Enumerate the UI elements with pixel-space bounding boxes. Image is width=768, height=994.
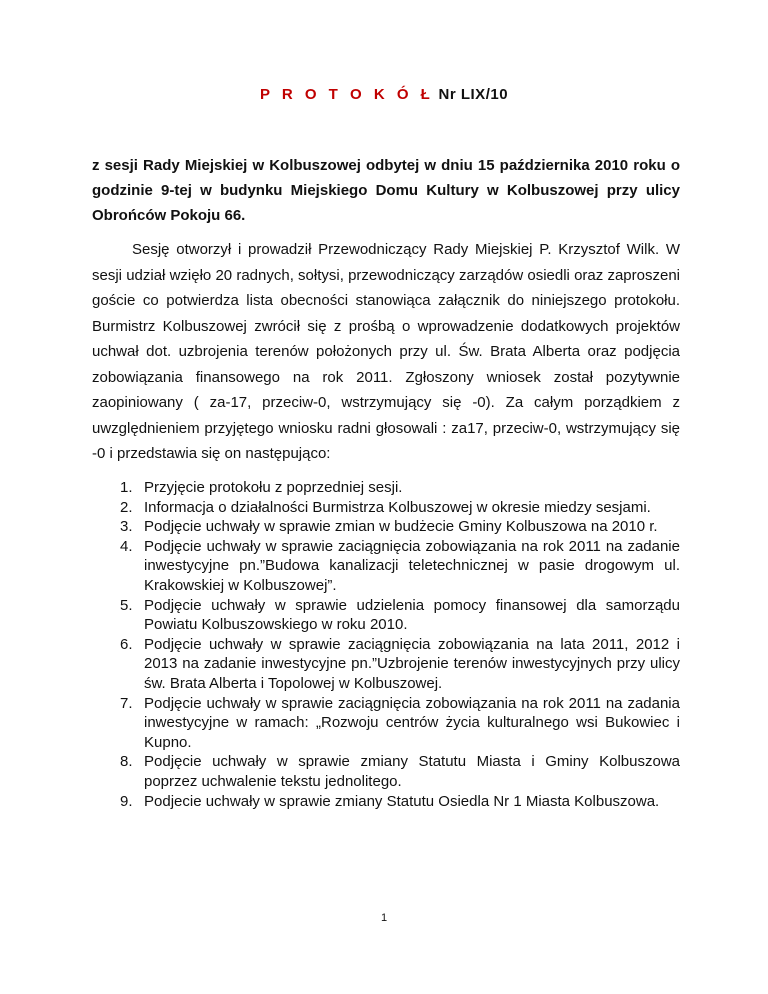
agenda-item-number: 3. — [120, 518, 133, 536]
agenda-item-number: 9. — [120, 792, 133, 810]
agenda-item-number: 7. — [120, 694, 133, 712]
agenda-item — [92, 694, 680, 753]
agenda-item — [92, 752, 680, 791]
agenda-item-number: 5. — [120, 596, 133, 614]
agenda-item-number: 4. — [120, 537, 133, 555]
agenda-item-number: 6. — [120, 635, 133, 653]
agenda-item-number: 2. — [120, 498, 133, 516]
agenda-item-text: Podjęcie uchwały w sprawie zaciągnięcia zobowiązania na lata 2011, 2012 i 2013 na zadanie inwestycyjne pn.”Uzbrojenie terenów inwestycyjnych przy ulicy św. Brata Alberta i Topolowej w Kolbuszowej. — [144, 635, 680, 692]
agenda-item-text: Podjęcie uchwały w sprawie udzielenia pomocy finansowej dla samorządu Powiatu Kolbuszowskiego w roku 2010. — [144, 596, 680, 634]
agenda-item — [92, 537, 680, 596]
agenda-item — [92, 596, 680, 635]
agenda-item-text: Podjecie uchwały w sprawie zmiany Statutu Osiedla Nr 1 Miasta Kolbuszowa. — [144, 792, 660, 810]
agenda-item — [92, 792, 680, 812]
agenda-item-text: Podjęcie uchwały w sprawie zaciągnięcia zobowiązania na rok 2011 na zadanie inwestycyjne pn.”Budowa kanalizacji teletechnicznej w pasie drogowym ul. Krakowskiej w Kolbuszowej”. — [144, 537, 680, 594]
agenda-item-text: Podjęcie uchwały w sprawie zmian w budżecie Gminy Kolbuszowa na 2010 r. — [144, 518, 658, 536]
agenda-item — [92, 635, 680, 694]
agenda-item-text: Informacja o działalności Burmistrza Kolbuszowej w okresie miedzy sesjami. — [144, 498, 651, 516]
agenda-item — [92, 517, 680, 537]
session-intro: z sesji Rady Miejskiej w Kolbuszowej odbytej w dniu 15 października 2010 roku o godzinie 9-tej w budynku Miejskiego Domu Kultury w Kolbuszowej przy ulicy Obrońców Pokoju 66. — [92, 157, 680, 224]
agenda-item — [92, 478, 680, 498]
agenda-item-number: 1. — [120, 479, 133, 496]
page-number: 1 — [380, 912, 388, 924]
title-spaced: P R O T O K Ó Ł — [259, 86, 434, 103]
document-title — [0, 86, 768, 103]
agenda-item-text: Podjęcie uchwały w sprawie zaciągnięcia zobowiązania na rok 2011 na zadania inwestycyjne w ramach: „Rozwoju centrów życia kulturalnego wsi Bukowiec i Kupno. — [144, 694, 680, 751]
agenda-list — [92, 478, 680, 811]
body-paragraph: Sesję otworzył i prowadził Przewodniczący Rady Miejskiej P. Krzysztof Wilk. W sesji udział wzięło 20 radnych, sołtysi, przewodniczący zarządów osiedli oraz zaproszeni goście co potwierdza lista obecności stanowiąca załącznik do niniejszego protokołu. Burmistrz Kolbuszowej zwrócił się z prośbą o wprowadzenie dodatkowych projektów uchwał dot. uzbrojenia terenów położonych przy ul. Św. Brata Alberta oraz podjęcia zobowiązania finansowego na rok 2011. Zgłoszony wniosek został pozytywnie zaopiniowany ( za-17, przeciw-0, wstrzymujący się -0). Za całym porządkiem z uwzględnieniem przyjętego wniosku radni głosowali : za17, przeciw-0, wstrzymujący się -0 i przedstawia się on następująco: — [92, 241, 680, 462]
agenda-item — [92, 498, 680, 518]
title-number: Nr LIX/10 — [438, 86, 509, 103]
agenda-item-text: Przyjęcie protokołu z poprzedniej sesji. — [144, 479, 403, 496]
agenda-item-text: Podjęcie uchwały w sprawie zmiany Statutu Miasta i Gminy Kolbuszowa poprzez uchwalenie tekstu jednolitego. — [144, 753, 680, 790]
agenda-item-number: 8. — [120, 753, 133, 771]
